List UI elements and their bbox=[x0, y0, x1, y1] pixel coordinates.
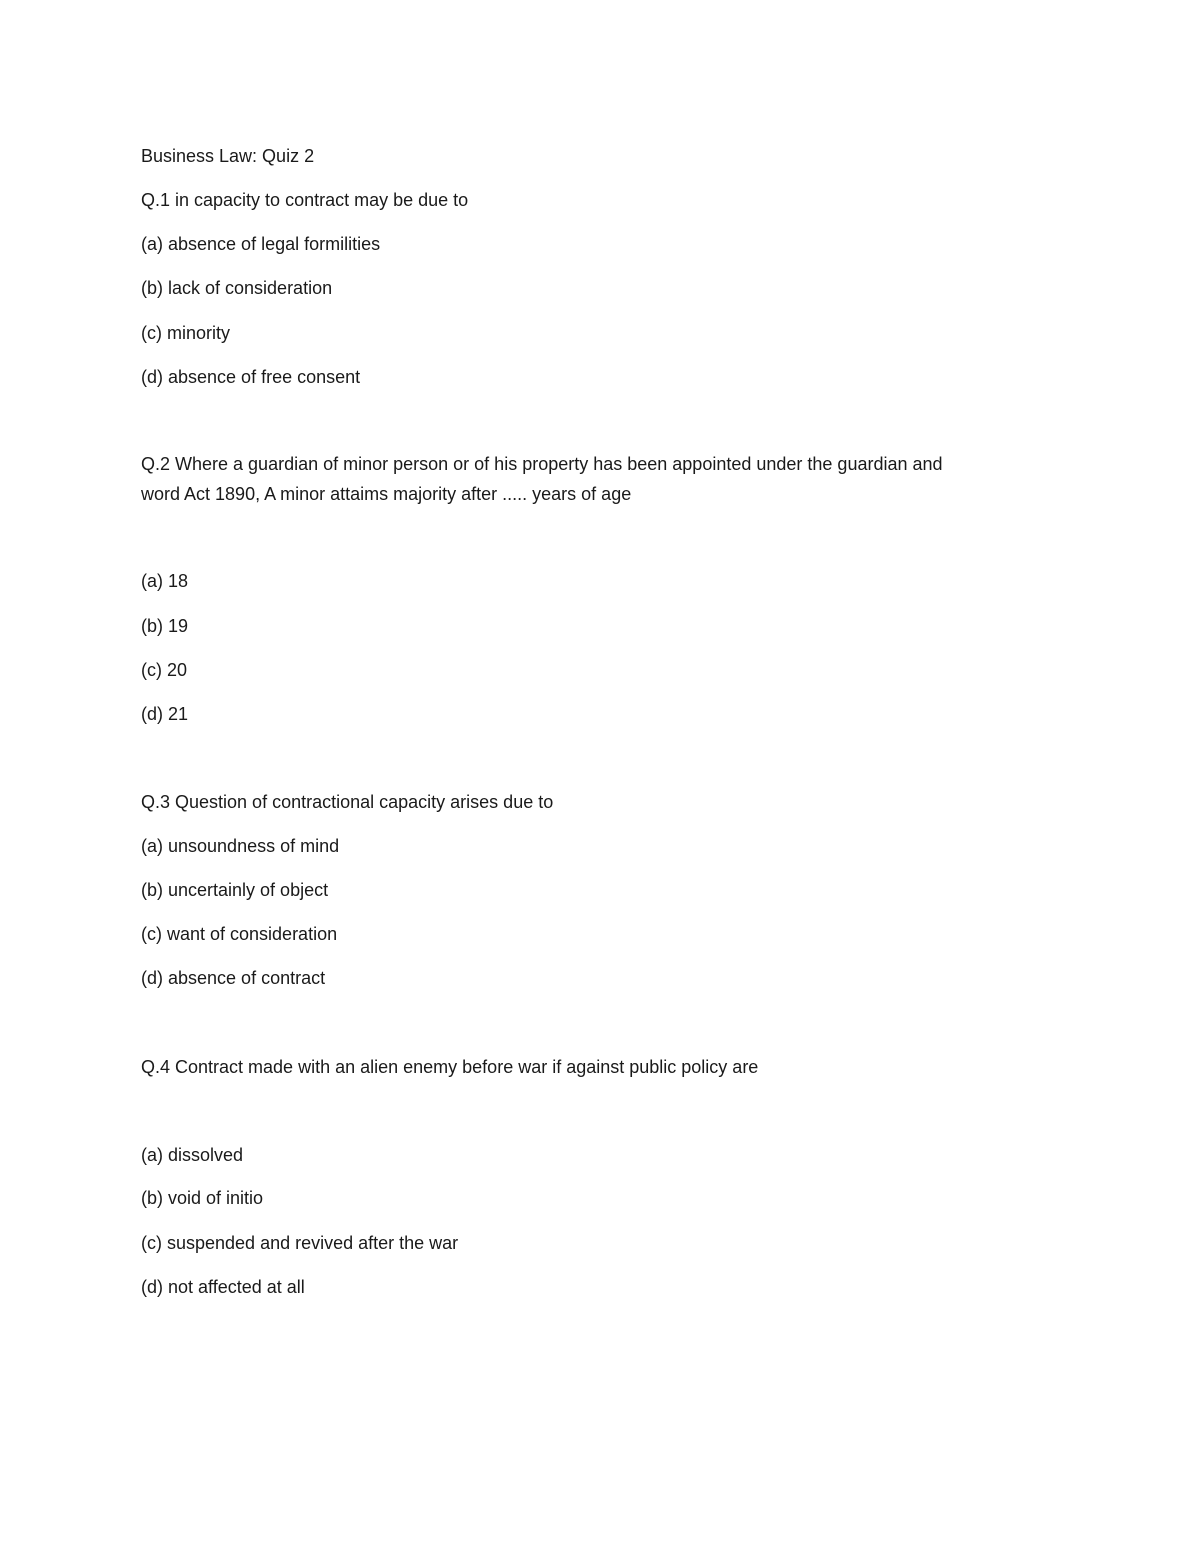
document-title: Business Law: Quiz 2 bbox=[141, 146, 315, 166]
question-2-text-line1: Q.2 Where a guardian of minor person or of his property has been appointed under the guardian and bbox=[141, 454, 943, 474]
question-2-option-d: (d) 21 bbox=[141, 704, 189, 724]
question-4-option-b: (b) void of initio bbox=[141, 1188, 264, 1208]
question-3-text: Q.3 Question of contractional capacity arises due to bbox=[141, 792, 554, 812]
question-1-option-a: (a) absence of legal formilities bbox=[141, 234, 381, 254]
question-3-option-b: (b) uncertainly of object bbox=[141, 880, 329, 900]
question-3-option-c: (c) want of consideration bbox=[141, 924, 338, 944]
question-4-option-c: (c) suspended and revived after the war bbox=[141, 1233, 459, 1253]
question-4-text: Q.4 Contract made with an alien enemy before war if against public policy are bbox=[141, 1057, 759, 1077]
question-4-option-a: (a) dissolved bbox=[141, 1145, 244, 1165]
question-2-option-b: (b) 19 bbox=[141, 616, 189, 636]
question-2-option-c: (c) 20 bbox=[141, 660, 188, 680]
question-3-option-d: (d) absence of contract bbox=[141, 968, 326, 988]
question-2-text-line2: word Act 1890, A minor attaims majority after ..... years of age bbox=[141, 484, 632, 504]
question-1-option-b: (b) lack of consideration bbox=[141, 278, 333, 298]
question-4-option-d: (d) not affected at all bbox=[141, 1277, 305, 1297]
question-2-option-a: (a) 18 bbox=[141, 571, 189, 591]
question-3-option-a: (a) unsoundness of mind bbox=[141, 836, 340, 856]
question-1-option-c: (c) minority bbox=[141, 323, 230, 343]
question-1-text: Q.1 in capacity to contract may be due to bbox=[141, 190, 469, 210]
question-1-option-d: (d) absence of free consent bbox=[141, 367, 361, 387]
